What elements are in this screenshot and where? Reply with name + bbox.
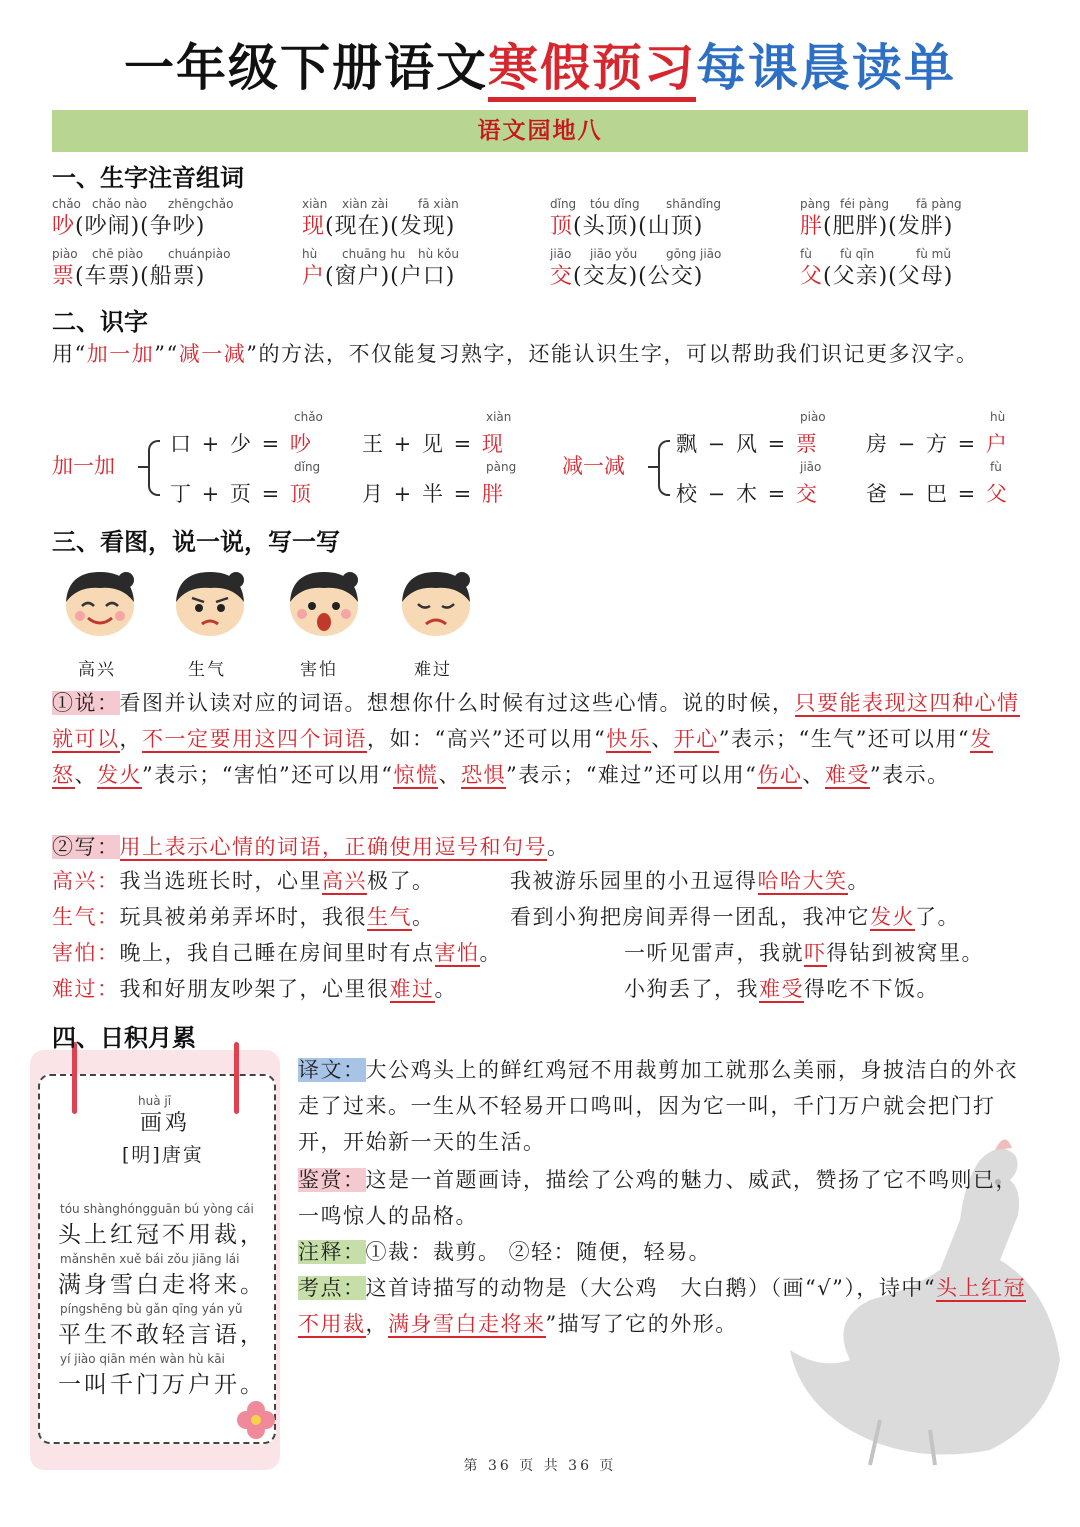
example-text: 玩具被弟弟弄坏时，我很	[119, 905, 367, 929]
vocab-pinyin: chǎo nào	[92, 197, 148, 211]
exam-label: 考点：	[298, 1276, 366, 1300]
vocab-item	[52, 246, 231, 292]
example-text: 小狗丢了，我	[624, 977, 759, 1001]
example-keyword: 高兴	[322, 869, 367, 893]
example-text: 。	[847, 869, 870, 893]
equation-answer-pinyin: hù	[990, 410, 1006, 424]
say-word: 开心	[673, 727, 719, 751]
equation-answer: 交	[795, 482, 819, 506]
example-text: 极了。	[367, 869, 435, 893]
example-keyword: 害怕	[434, 941, 480, 965]
equation-answer: 票	[795, 432, 819, 456]
vocab-char: 吵	[52, 214, 76, 239]
poem-line-pinyin: mǎnshēn xuě bái zǒu jiāng lái	[60, 1252, 240, 1266]
scared-face-icon	[282, 562, 366, 640]
vocab-pinyin: jiāo yǒu	[590, 247, 638, 261]
vocab-hanzi-row	[52, 262, 205, 292]
say-text: 、	[651, 727, 674, 751]
appreciation-label: 鉴赏：	[298, 1168, 366, 1192]
example-sentence-b	[510, 865, 870, 895]
say-text: ”表示；“难过”还可以用“	[505, 763, 758, 787]
poem-author: [明]唐寅	[122, 1144, 204, 1166]
vocab-words: (窗户)(户口)	[325, 264, 456, 289]
vocab-words: (头顶)(山顶)	[573, 214, 704, 239]
example-label: 害怕：	[52, 941, 120, 965]
vocab-pinyin: féi pàng	[840, 197, 889, 211]
say-text: ，如：“高兴”还可以用“	[367, 727, 607, 751]
say-word: 发火	[97, 763, 142, 787]
section-1-heading: 一、生字注音组词	[52, 164, 244, 192]
equation-expr: 丁 + 页 =	[170, 482, 290, 506]
vocab-hanzi-row	[800, 262, 953, 292]
vocab-hanzi-row	[302, 262, 455, 292]
vocab-char: 父	[800, 264, 824, 289]
vocab-char: 交	[550, 264, 574, 289]
equation-answer-pinyin: fù	[990, 460, 1002, 474]
example-keyword: 生气	[367, 905, 412, 929]
equation	[676, 428, 819, 458]
vocab-pinyin: chǎo	[52, 197, 81, 211]
vocab-pinyin: xiàn zài	[342, 197, 389, 211]
vocab-pinyin: fā pàng	[916, 197, 962, 211]
vocab-pinyin: tóu dǐng	[590, 197, 640, 211]
vocab-char: 现	[302, 214, 326, 239]
example-text: 一听见雷声，我就	[624, 941, 804, 965]
poem-exam-point	[298, 1270, 1038, 1342]
vocab-pinyin-row	[302, 196, 459, 212]
vocab-pinyin-row	[550, 196, 721, 212]
example-keyword: 发火	[870, 905, 915, 929]
equation-answer: 吵	[289, 432, 313, 456]
intro-text: ”的方法，不仅能复习熟字，还能认识生字，可以帮助我们识记更多汉字。	[246, 342, 979, 366]
vocab-pinyin-row	[52, 246, 231, 262]
example-text: 我被游乐园里的小丑逗得	[510, 869, 758, 893]
example-sentence-a	[52, 865, 435, 895]
vocab-pinyin: shāndǐng	[666, 197, 721, 211]
say-text: 、	[802, 763, 825, 787]
example-label: 难过：	[52, 977, 120, 1001]
say-text: ”表示。	[869, 763, 950, 787]
equation-answer: 顶	[289, 482, 313, 506]
equation	[866, 428, 1009, 458]
vocab-pinyin: jiāo	[550, 247, 572, 261]
say-text: 看图并认读对应的词语。想想你什么时候有过这些心情。说的时候，	[119, 691, 795, 715]
say-emphasis: 只要能表现这四种心情就可以	[52, 691, 1020, 751]
vocab-char: 胖	[800, 214, 824, 239]
example-text: 了。	[915, 905, 960, 929]
equation-answer: 父	[985, 482, 1009, 506]
poem-line-pinyin: yí jiào qiān mén wàn hù kāi	[60, 1352, 225, 1366]
equation-expr: 月 + 半 =	[362, 482, 482, 506]
exam-text: 这首诗描写的动物是（大公鸡 大白鹅）（画“√”），诗	[365, 1276, 902, 1300]
vocab-pinyin: zhēngchǎo	[168, 197, 234, 211]
vocab-words: (现在)(发现)	[325, 214, 456, 239]
notes-text: ①裁：裁剪。 ②轻：随便，轻易。	[365, 1240, 712, 1264]
vocab-words: (车票)(船票)	[75, 264, 206, 289]
face-label-happy: 高兴	[78, 660, 116, 680]
equation-expr: 校 − 木 =	[676, 482, 796, 506]
poem-line-pinyin: píngshēng bù gǎn qīng yán yǔ	[60, 1302, 243, 1316]
sub-label: 减一减	[562, 454, 625, 478]
equation-answer: 户	[985, 432, 1009, 456]
say-text: 、	[74, 763, 97, 787]
example-keyword: 哈哈大笑	[757, 869, 848, 893]
vocab-pinyin: fù	[800, 247, 812, 261]
say-word: 快乐	[606, 727, 652, 751]
exam-text: 中“	[901, 1276, 937, 1300]
vocab-pinyin: chuāng hu	[342, 247, 406, 261]
vocab-pinyin: chē piào	[92, 247, 144, 261]
example-text: 得钻到被窝里。	[826, 941, 984, 965]
vocab-pinyin: xiàn	[302, 197, 328, 211]
vocab-words: (父亲)(父母)	[823, 264, 954, 289]
face-label-scared: 害怕	[300, 660, 338, 680]
equation-expr: 爸 − 巴 =	[866, 482, 986, 506]
poem-line: 头上红冠不用裁，	[58, 1222, 266, 1248]
poem-appreciation	[298, 1162, 1038, 1234]
example-sentence-b	[624, 973, 939, 1003]
equation-expr: 飘 − 风 =	[676, 432, 796, 456]
vocab-words: (肥胖)(发胖)	[823, 214, 954, 239]
vocab-hanzi-row	[52, 212, 205, 242]
example-sentence-a	[52, 973, 457, 1003]
say-text: 、	[438, 763, 461, 787]
vocab-pinyin: chuánpiào	[168, 247, 231, 261]
intro-text: 用“	[52, 342, 87, 366]
example-text: 我当选班长时，心里	[119, 869, 322, 893]
vocab-pinyin-row	[52, 196, 234, 212]
vocab-words: (交友)(公交)	[573, 264, 704, 289]
example-text: 。	[434, 977, 457, 1001]
vocab-char: 票	[52, 264, 76, 289]
example-text: 。	[479, 941, 502, 965]
section-4-heading: 四、日积月累	[52, 1024, 196, 1052]
vocab-item	[550, 246, 722, 292]
poem-line: 平生不敢轻言语，	[58, 1322, 266, 1348]
example-keyword: 难过	[389, 977, 435, 1001]
equation-answer-pinyin: piào	[800, 410, 826, 424]
notes-label: 注释：	[298, 1240, 366, 1264]
equation-answer-pinyin: xiàn	[486, 410, 512, 424]
poem-line: 满身雪白走将来。	[58, 1272, 266, 1298]
vocab-char: 户	[302, 264, 326, 289]
example-text: 看到小狗把房间弄得一团乱，我冲它	[510, 905, 870, 929]
vocab-item	[302, 196, 459, 242]
intro-method-add: 加一加	[86, 342, 155, 366]
say-emphasis: 不一定要用这四个词语	[142, 727, 367, 751]
intro-method-sub: 减一减	[178, 342, 247, 366]
vocab-pinyin: hù	[302, 247, 318, 261]
vocab-pinyin-row	[302, 246, 459, 262]
face-label-angry: 生气	[188, 660, 226, 680]
vocab-pinyin: gōng jiāo	[666, 247, 722, 261]
poem-line: 一叫千门万户开。	[58, 1372, 266, 1398]
intro-text: ”“	[154, 342, 179, 366]
title-part-2: 寒假预习	[488, 39, 696, 102]
example-text: 我和好朋友吵架了，心里很	[119, 977, 390, 1001]
title-part-3: 每课晨读单	[696, 39, 956, 97]
write-label: ②写：	[52, 835, 120, 859]
face-label-sad: 难过	[414, 660, 452, 680]
vocab-pinyin-row	[800, 246, 953, 262]
write-text: 用上表示心情的词语，正确使用逗号和句号	[119, 835, 547, 859]
vocab-pinyin: hù kǒu	[418, 247, 459, 261]
equation	[362, 478, 505, 508]
say-word: 伤心	[757, 763, 803, 787]
vocab-item	[800, 196, 962, 242]
page-footer: 第 36 页 共 36 页	[463, 1458, 617, 1474]
lesson-banner: 语文园地八	[52, 110, 1028, 152]
vocab-item	[52, 196, 234, 242]
equation	[676, 478, 819, 508]
equation-answer: 现	[481, 432, 505, 456]
angry-face-icon	[168, 562, 252, 640]
vocab-char: 顶	[550, 214, 574, 239]
poem-line-pinyin: tóu shànghóngguān bú yòng cái	[60, 1202, 254, 1216]
happy-face-icon	[58, 562, 142, 640]
appreciation-text: 这是一首题画诗，描绘了公鸡的魅力、威武，赞扬了它不鸣则已，一鸣惊人的品格。	[298, 1168, 1018, 1228]
example-text: 得吃不下饭。	[804, 977, 939, 1001]
sad-face-icon	[394, 562, 478, 640]
equation-expr: 房 − 方 =	[866, 432, 986, 456]
vocab-pinyin-row	[550, 246, 722, 262]
example-keyword: 难受	[759, 977, 804, 1001]
title-part-1: 一年级下册语文	[124, 39, 488, 97]
example-sentence-a	[52, 901, 435, 931]
vocab-item	[302, 246, 459, 292]
vocab-pinyin: dǐng	[550, 197, 577, 211]
example-label: 生气：	[52, 905, 120, 929]
vocab-pinyin: fù mǔ	[916, 247, 951, 261]
exam-text: ”描写了它的外形。	[545, 1312, 738, 1336]
card-pin-right	[234, 1042, 239, 1114]
vocab-item	[800, 246, 953, 292]
example-sentence-b	[624, 937, 984, 967]
add-brace-tip	[138, 466, 148, 468]
add-label: 加一加	[52, 454, 115, 478]
exam-answer: 满身雪白走将来	[388, 1312, 546, 1336]
equation	[170, 428, 313, 458]
example-label: 高兴：	[52, 869, 120, 893]
vocab-pinyin-row	[800, 196, 962, 212]
equation	[170, 478, 313, 508]
vocab-pinyin: fā xiàn	[418, 197, 459, 211]
equation-answer-pinyin: pàng	[486, 460, 517, 474]
poem-translation	[298, 1052, 1038, 1160]
vocab-item	[550, 196, 721, 242]
say-word: 惊慌	[393, 763, 439, 787]
section-3-heading: 三、看图，说一说，写一写	[52, 528, 340, 556]
add-brace	[148, 440, 160, 496]
vocab-words: (吵闹)(争吵)	[75, 214, 206, 239]
equation-answer-pinyin: chǎo	[294, 410, 323, 424]
example-sentence-a	[52, 937, 502, 967]
vocab-hanzi-row	[800, 212, 953, 242]
equation-answer: 胖	[481, 482, 505, 506]
section-2-intro	[52, 336, 1032, 372]
equation	[362, 428, 505, 458]
example-text: 。	[412, 905, 435, 929]
vocab-hanzi-row	[550, 212, 703, 242]
vocab-hanzi-row	[550, 262, 703, 292]
example-keyword: 吓	[804, 941, 827, 965]
example-text: 晚上，我自己睡在房间里时有点	[119, 941, 435, 965]
flower-icon	[226, 1390, 286, 1450]
say-word: 难受	[824, 763, 870, 787]
say-instructions	[52, 685, 1032, 793]
say-word: 恐惧	[460, 763, 506, 787]
page-title	[0, 28, 1080, 108]
write-instructions	[52, 829, 1032, 865]
exam-answer: 头上红冠不用裁	[298, 1276, 1027, 1336]
equation-expr: 口 + 少 =	[170, 432, 290, 456]
section-2-heading: 二、识字	[52, 308, 148, 336]
say-text: ，	[119, 727, 142, 751]
equation-expr: 王 + 见 =	[362, 432, 482, 456]
write-end: 。	[547, 835, 570, 859]
poem-title: 画鸡	[140, 1111, 191, 1136]
sub-brace-tip	[648, 466, 658, 468]
vocab-pinyin: piào	[52, 247, 78, 261]
translation-text: 大公鸡头上的鲜红鸡冠不用裁剪加工就那么美丽，身披洁白的外衣走了过来。一生从不轻易开口鸣叫，因为它一叫，千门万户就会把门打开，开始新一天的生活。	[298, 1058, 1018, 1154]
poem-notes	[298, 1234, 1038, 1270]
vocab-hanzi-row	[302, 212, 455, 242]
equation	[866, 478, 1009, 508]
sub-brace	[658, 440, 670, 496]
equation-answer-pinyin: dǐng	[294, 460, 321, 474]
exam-text: ，	[365, 1312, 388, 1336]
vocab-pinyin: pàng	[800, 197, 831, 211]
example-sentence-b	[510, 901, 960, 931]
say-text: ”表示；“害怕”还可以用“	[142, 763, 394, 787]
equation-answer-pinyin: jiāo	[800, 460, 822, 474]
say-label: ①说：	[52, 691, 120, 715]
say-text: ”表示；“生气”还可以用“	[718, 727, 971, 751]
say-word: 发怒	[52, 727, 993, 787]
translation-label: 译文：	[298, 1058, 366, 1082]
poem-title-pinyin: huà jī	[138, 1094, 172, 1108]
vocab-pinyin: fù qīn	[840, 247, 875, 261]
